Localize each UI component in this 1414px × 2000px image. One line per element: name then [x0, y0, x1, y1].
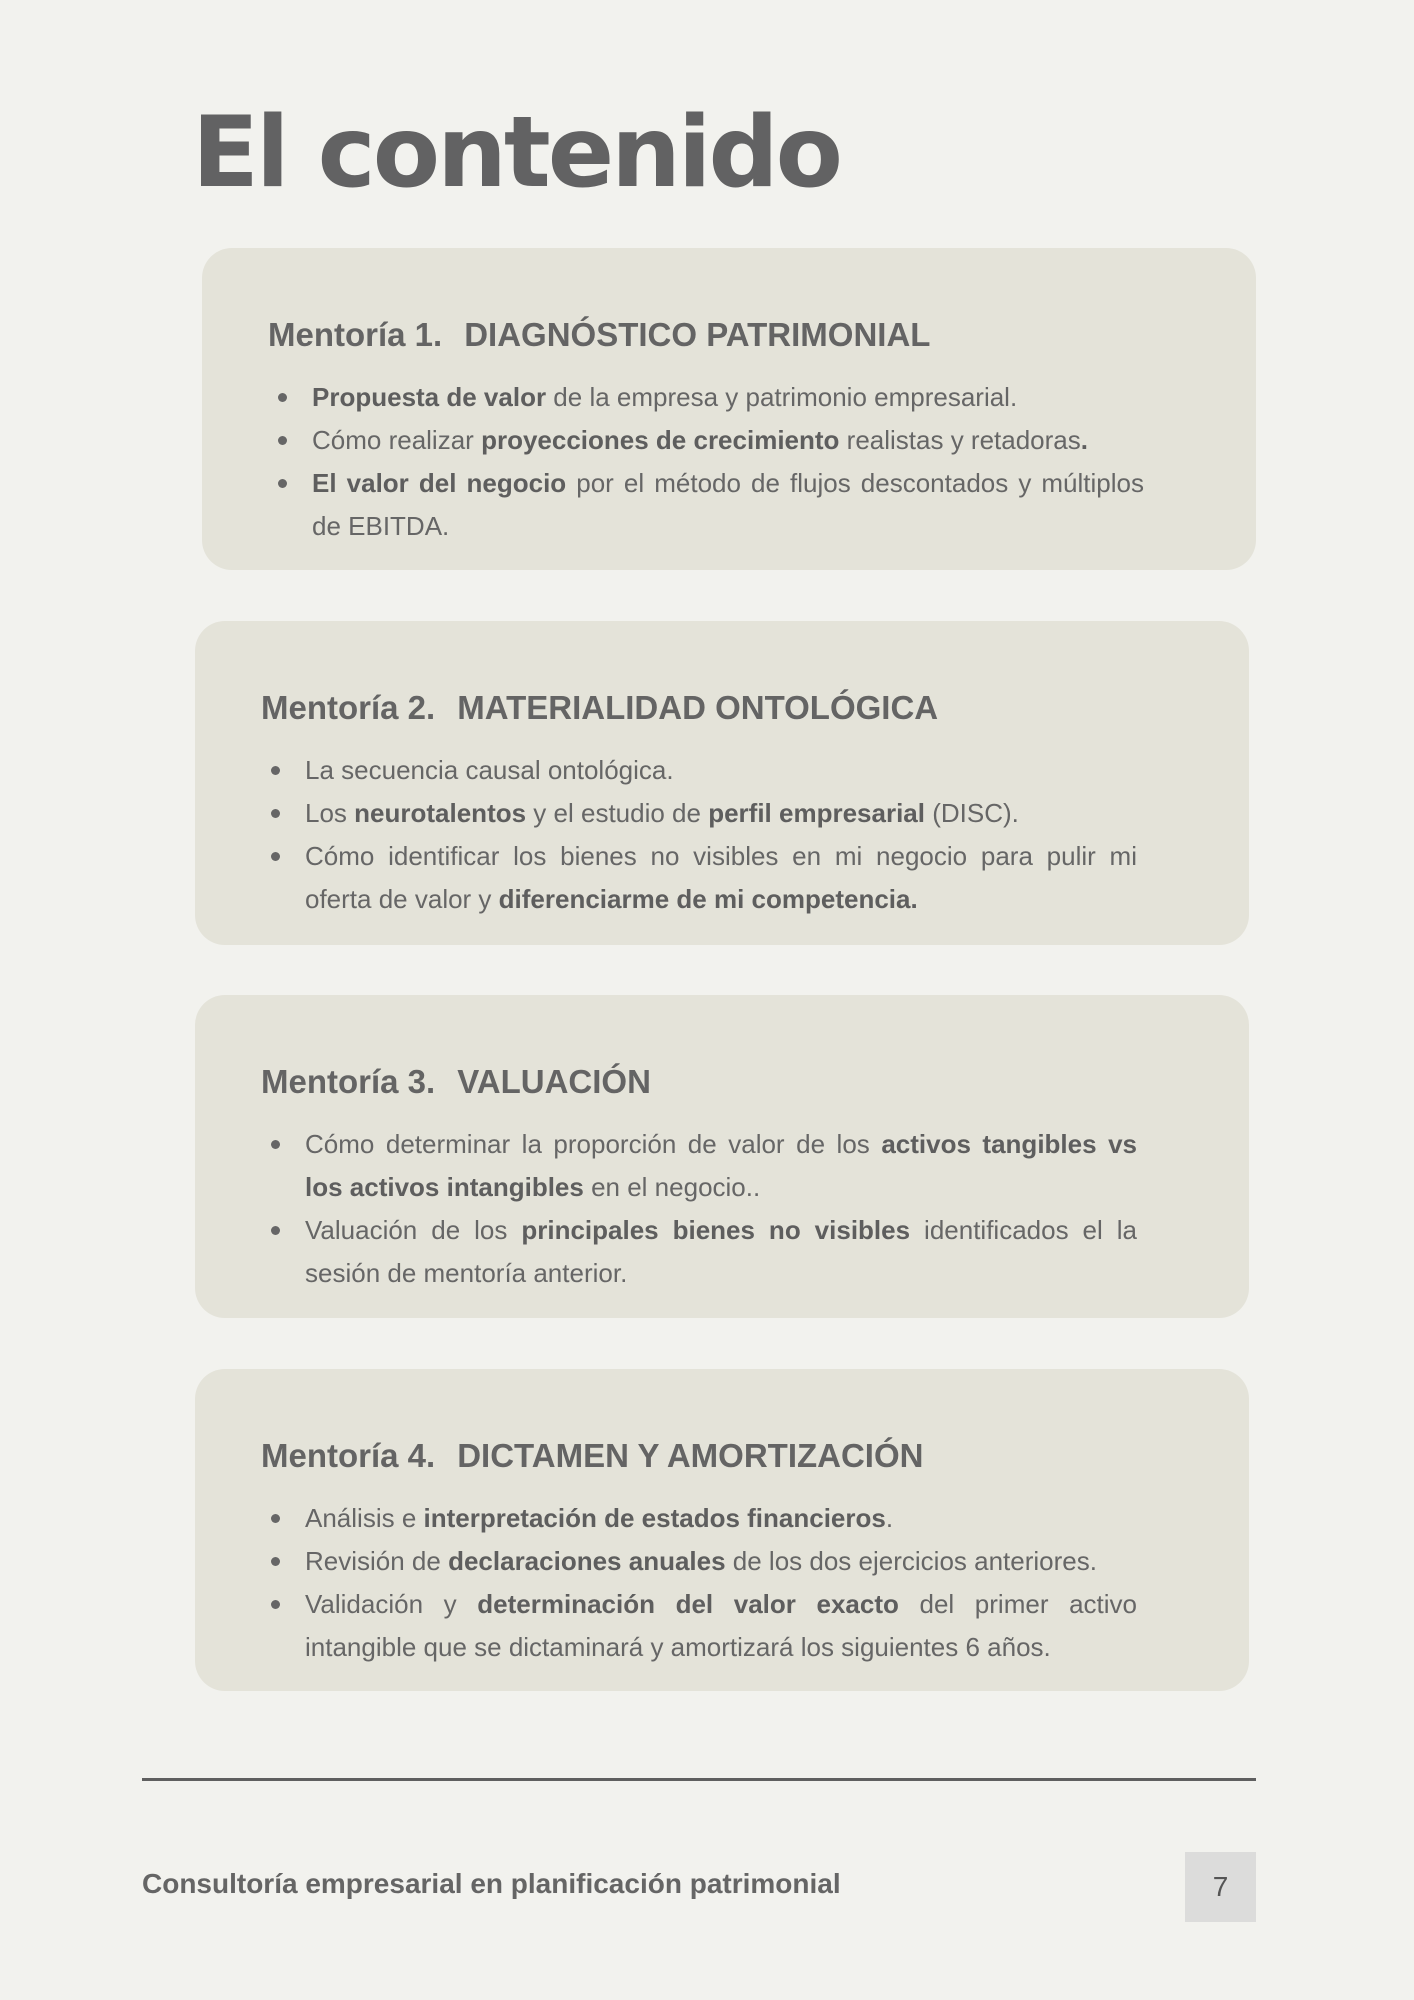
text-run: identificados el la sesión de mentoría anterior. [305, 1215, 1137, 1288]
bold-text: Propuesta de valor [312, 382, 547, 412]
page-title: El contenido [192, 96, 840, 210]
bold-text: diferenciarme de mi competencia. [498, 884, 918, 914]
card-number: Mentoría 1. [268, 316, 443, 353]
bullet-list [268, 376, 1144, 548]
text-run: Cómo identificar los bienes no visibles en mi negocio para pulir mi oferta de valor y [305, 841, 1137, 914]
text-run: Cómo realizar [312, 425, 482, 455]
card-heading [268, 316, 1144, 354]
mentoria-2-card [195, 621, 1249, 945]
bullet-list [261, 1497, 1137, 1669]
footer-title: Consultoría empresarial en planificación patrimonial [142, 1868, 841, 1899]
mentoria-3-card [195, 995, 1249, 1318]
bold-text: perfil empresarial [708, 798, 925, 828]
text-run: en el negocio.. [583, 1172, 761, 1202]
bullet-item [261, 1540, 1137, 1583]
text-run: de la empresa y patrimonio empresarial. [546, 382, 1018, 412]
text-run: Validación y [305, 1589, 478, 1619]
bullet-item [261, 792, 1137, 835]
bold-text: principales bienes no visibles [521, 1215, 911, 1245]
card-number: Mentoría 4. [261, 1437, 436, 1474]
bullet-item [261, 1583, 1137, 1669]
bold-text: declaraciones anuales [448, 1546, 726, 1576]
card-heading [261, 689, 1137, 727]
bold-text: proyecciones de crecimiento [481, 425, 840, 455]
bold-text: determinación del valor exacto [477, 1589, 899, 1619]
bold-text: activos tangibles vs los activos intangibles [305, 1129, 1138, 1202]
card-number: Mentoría 2. [261, 689, 436, 726]
bold-text: neurotalentos [354, 798, 527, 828]
card-heading [261, 1063, 1137, 1101]
text-run: Cómo determinar la proporción de valor de los [305, 1129, 882, 1159]
card-name: DIAGNÓSTICO PATRIMONIAL [464, 316, 931, 353]
card-heading [261, 1437, 1137, 1475]
text-run: Valuación de los [305, 1215, 522, 1245]
bullet-list [261, 749, 1137, 921]
bullet-item [261, 1209, 1137, 1295]
text-run: La secuencia causal ontológica. [305, 755, 674, 785]
text-run: (DISC). [924, 798, 1019, 828]
bullet-item [261, 1497, 1137, 1540]
card-name: DICTAMEN Y AMORTIZACIÓN [457, 1437, 924, 1474]
card-name: VALUACIÓN [457, 1063, 651, 1100]
bullet-list [261, 1123, 1137, 1295]
card-name: MATERIALIDAD ONTOLÓGICA [457, 689, 939, 726]
card-number: Mentoría 3. [261, 1063, 436, 1100]
bold-text: El valor del negocio [312, 468, 567, 498]
bold-text: . [1080, 425, 1088, 455]
page-number: 7 [1185, 1852, 1256, 1922]
bullet-item [268, 419, 1144, 462]
mentoria-4-card [195, 1369, 1249, 1691]
bullet-item [261, 749, 1137, 792]
footer-divider [142, 1778, 1256, 1781]
text-run: realistas y retadoras [839, 425, 1081, 455]
text-run: Revisión de [305, 1546, 449, 1576]
text-run: Los [305, 798, 355, 828]
bullet-item [261, 835, 1137, 921]
bullet-item [268, 376, 1144, 419]
text-run: . [885, 1503, 894, 1533]
text-run: del primer activo intangible que se dictaminará y amortizará los siguientes 6 años. [305, 1589, 1137, 1662]
text-run: Análisis e [305, 1503, 424, 1533]
text-run: y el estudio de [526, 798, 709, 828]
bullet-item [268, 462, 1144, 548]
bold-text: interpretación de estados financieros [423, 1503, 886, 1533]
text-run: por el método de flujos descontados y múltiplos de EBITDA. [312, 468, 1144, 541]
mentoria-1-card [202, 248, 1256, 570]
text-run: de los dos ejercicios anteriores. [725, 1546, 1097, 1576]
bullet-item [261, 1123, 1137, 1209]
